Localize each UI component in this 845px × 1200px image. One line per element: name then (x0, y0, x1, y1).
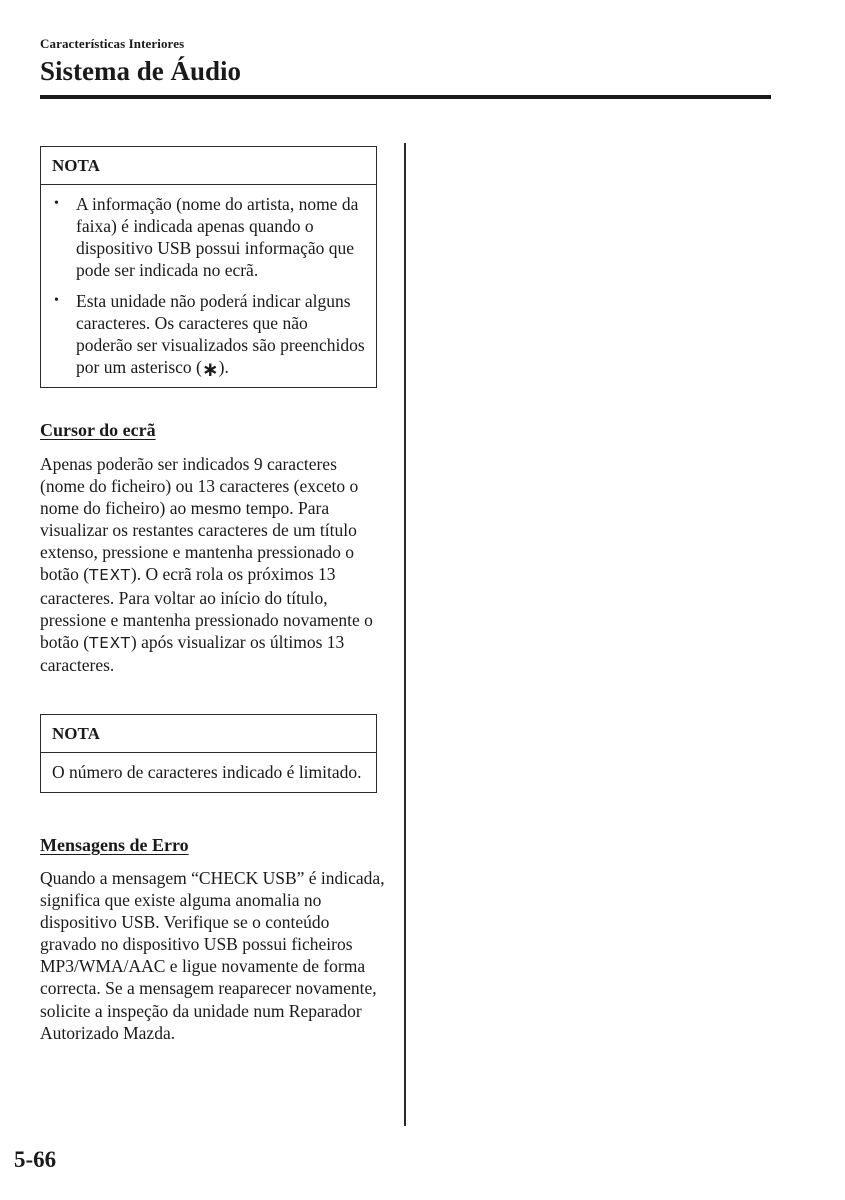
cursor-text-2: ). O ecrã rola os próximos 13 caracteres. Para voltar ao início do título, pressione e mantenha pressionado novamente o botão ( (40, 564, 373, 652)
section-label: Características Interiores (40, 36, 185, 51)
note-box-1 (40, 146, 377, 388)
bullet-icon: • (54, 196, 59, 211)
note-list (52, 193, 365, 381)
asterisk-icon: ∗ (201, 357, 219, 381)
note-item-text-end: ). (218, 357, 229, 377)
note-item-text: Esta unidade não poderá indicar alguns caracteres. Os caracteres que não poderão ser visualizados são preenchidos por um asterisco ( (76, 291, 365, 377)
note-item (52, 290, 365, 381)
cursor-text-1: Apenas poderão ser indicados 9 caracteres (nome do ficheiro) ou 13 caracteres (exceto o nome do ficheiro) ao mesmo tempo. Para visualizar os restantes caracteres de um título extenso, pressione e mantenha pressionado o botão ( (40, 454, 359, 585)
text-button-glyph-2: TEXT (89, 633, 131, 652)
title-rule (40, 95, 771, 99)
bullet-icon: • (54, 293, 59, 308)
cursor-paragraph (40, 453, 385, 676)
note-body (41, 185, 376, 387)
note-heading: NOTA (41, 147, 376, 185)
note-box-2 (40, 714, 377, 793)
page-number: 5-66 (14, 1147, 57, 1172)
error-heading: Mensagens de Erro (40, 835, 189, 855)
cursor-heading: Cursor do ecrã (40, 420, 156, 440)
note-body: O número de caracteres indicado é limitado. (52, 762, 362, 782)
cursor-text-3: ) após visualizar os últimos 13 caracteres. (40, 631, 345, 675)
error-paragraph: Quando a mensagem “CHECK USB” é indicada, significa que existe alguma anomalia no dispositivo USB. Verifique se o conteúdo gravado no dispositivo USB possui ficheiros MP3/WMA/AAC e ligue novamente de forma correcta. Se a mensagem reaparecer novamente, solicite a inspeção da unidade num Reparador Autorizado Mazda. (40, 868, 385, 1043)
note-item (52, 193, 365, 281)
column-divider (404, 143, 406, 1126)
page-title: Sistema de Áudio (40, 56, 242, 86)
note-heading: NOTA (41, 715, 376, 753)
text-button-glyph: TEXT (89, 566, 131, 585)
note-item-text: A informação (nome do artista, nome da faixa) é indicada apenas quando o dispositivo USB possui informação que pode ser indicada no ecrã. (76, 194, 359, 280)
